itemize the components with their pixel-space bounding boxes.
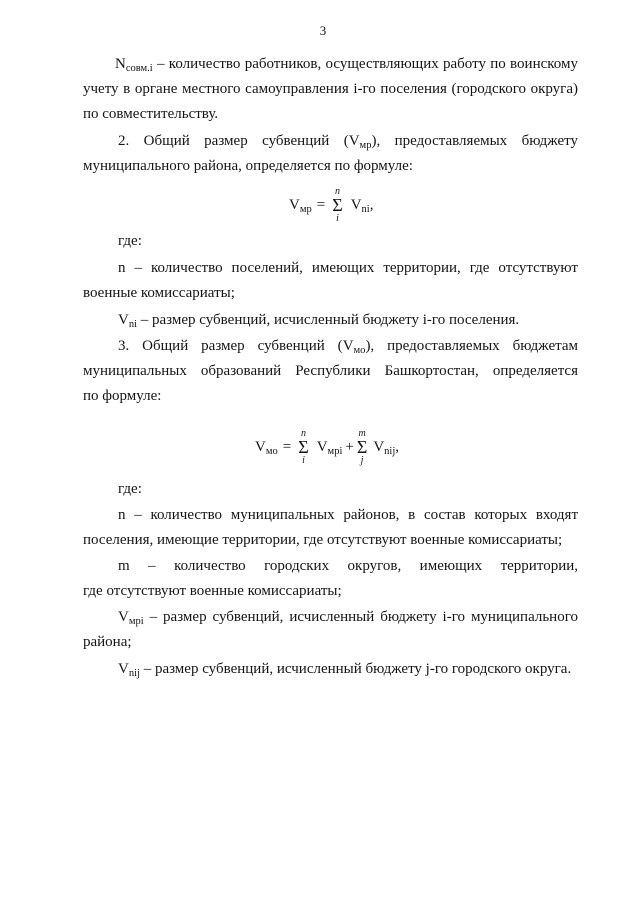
formula2-sum2-upper: m <box>358 428 366 439</box>
formula2-lhs-var: V <box>255 439 266 455</box>
formula1-sum-symbol: Σ <box>332 195 343 215</box>
para1-line2: учету в органе местного самоуправления i-го поселения (городского округа) <box>83 81 578 97</box>
para3-line1-post: ), предоставляемых бюджетам <box>365 338 578 354</box>
para2-sub: мр <box>359 140 372 151</box>
where2-m-line1: m – количество городских округов, имеющих территории, <box>118 558 578 574</box>
formula2-sum1 <box>298 428 308 466</box>
formula2-term2-sub: nij <box>384 446 396 457</box>
where2-n-line1: n – количество муниципальных районов, в состав которых входят <box>118 507 578 523</box>
para3-line1-pre: 3. Общий размер субвенций ( <box>118 338 343 354</box>
formula2-sum2 <box>357 428 367 466</box>
formula1-term-var: V <box>350 197 362 213</box>
formula2-end: , <box>395 439 399 455</box>
para1-line1-text: – количество работников, осуществляющих работу по воинскому <box>152 56 578 72</box>
where2-label: где: <box>118 481 142 497</box>
where1-v-sub: ni <box>128 319 138 330</box>
formula2-sum2-lower: j <box>360 455 364 466</box>
formula2-plus: + <box>345 439 354 455</box>
formula2-lhs <box>255 437 278 457</box>
where2-vp-var: V <box>118 661 129 677</box>
formula1-sum <box>332 186 342 224</box>
where2-vp-sub: nij <box>128 668 140 679</box>
where2-vmr-line2: района; <box>83 634 132 650</box>
para2-line1-post: ), предоставляемых бюджету <box>371 133 578 149</box>
formula-2 <box>255 427 399 467</box>
para3-line2: муниципальных образований Республики Башкортостан, определяется <box>83 363 578 379</box>
where2-vp-definition <box>118 659 578 679</box>
para2-line2: муниципального района, определяется по формуле: <box>83 158 413 174</box>
para3-line3: по формуле: <box>83 388 162 404</box>
where2-vmr-var: V <box>118 609 129 625</box>
formula1-lhs <box>289 195 312 215</box>
formula2-term2-var: V <box>373 439 385 455</box>
para2-line1 <box>118 131 578 151</box>
formula2-term1 <box>317 437 343 457</box>
where2-vmr-line1 <box>118 607 578 627</box>
formula1-term-sub: ni <box>361 204 370 215</box>
formula-1 <box>289 185 373 225</box>
page-number: 3 <box>319 23 327 38</box>
para2-line1-pre: 2. Общий размер субвенций ( <box>118 133 349 149</box>
where2-n-line2: поселения, имеющие территории, где отсутствуют военные комиссариаты; <box>83 532 563 548</box>
formula1-lhs-var: V <box>289 197 300 213</box>
formula2-sum1-lower: i <box>302 455 305 466</box>
para3-var: V <box>342 338 354 354</box>
formula2-sum2-symbol: Σ <box>356 437 368 457</box>
formula1-sum-upper: n <box>334 186 340 197</box>
para3-line1 <box>118 336 578 356</box>
where1-n-line1: n – количество поселений, имеющих территории, где отсутствуют <box>118 260 578 276</box>
formula1-end: , <box>369 197 374 213</box>
para1-line3: по совместительству. <box>83 106 219 122</box>
formula2-sum1-symbol: Σ <box>298 437 309 457</box>
formula2-term1-var: V <box>316 439 328 455</box>
formula2-sum1-upper: n <box>300 428 306 439</box>
where1-v-var: V <box>118 312 129 328</box>
formula2-equals: = <box>282 439 292 455</box>
where2-vmr-sub: мрi <box>128 616 144 627</box>
formula1-equals: = <box>316 197 326 213</box>
where2-vp-text: – размер субвенций, исчисленный бюджету j-го городского округа. <box>139 661 572 677</box>
formula2-term2 <box>373 437 399 457</box>
para1-sub: совм.i <box>125 63 153 74</box>
where2-vmr-text1: – размер субвенций, исчисленный бюджету i-го муниципального <box>143 609 578 625</box>
para2-var: V <box>348 133 360 149</box>
where1-v-definition <box>118 310 578 330</box>
formula2-term1-sub: мрi <box>327 446 343 457</box>
where1-label: где: <box>118 233 142 249</box>
where1-v-text: – размер субвенций, исчисленный бюджету i-го поселения. <box>137 312 520 328</box>
where2-m-line2: где отсутствуют военные комиссариаты; <box>83 583 342 599</box>
formula1-term <box>351 195 374 215</box>
where1-n-line2: военные комиссариаты; <box>83 285 235 301</box>
para1-line1 <box>115 54 578 74</box>
formula1-sum-lower: i <box>336 213 339 224</box>
para1-var: N <box>115 56 126 72</box>
para3-sub: мо <box>353 345 366 356</box>
formula1-lhs-sub: мр <box>299 204 312 215</box>
formula2-lhs-sub: мо <box>265 446 278 457</box>
